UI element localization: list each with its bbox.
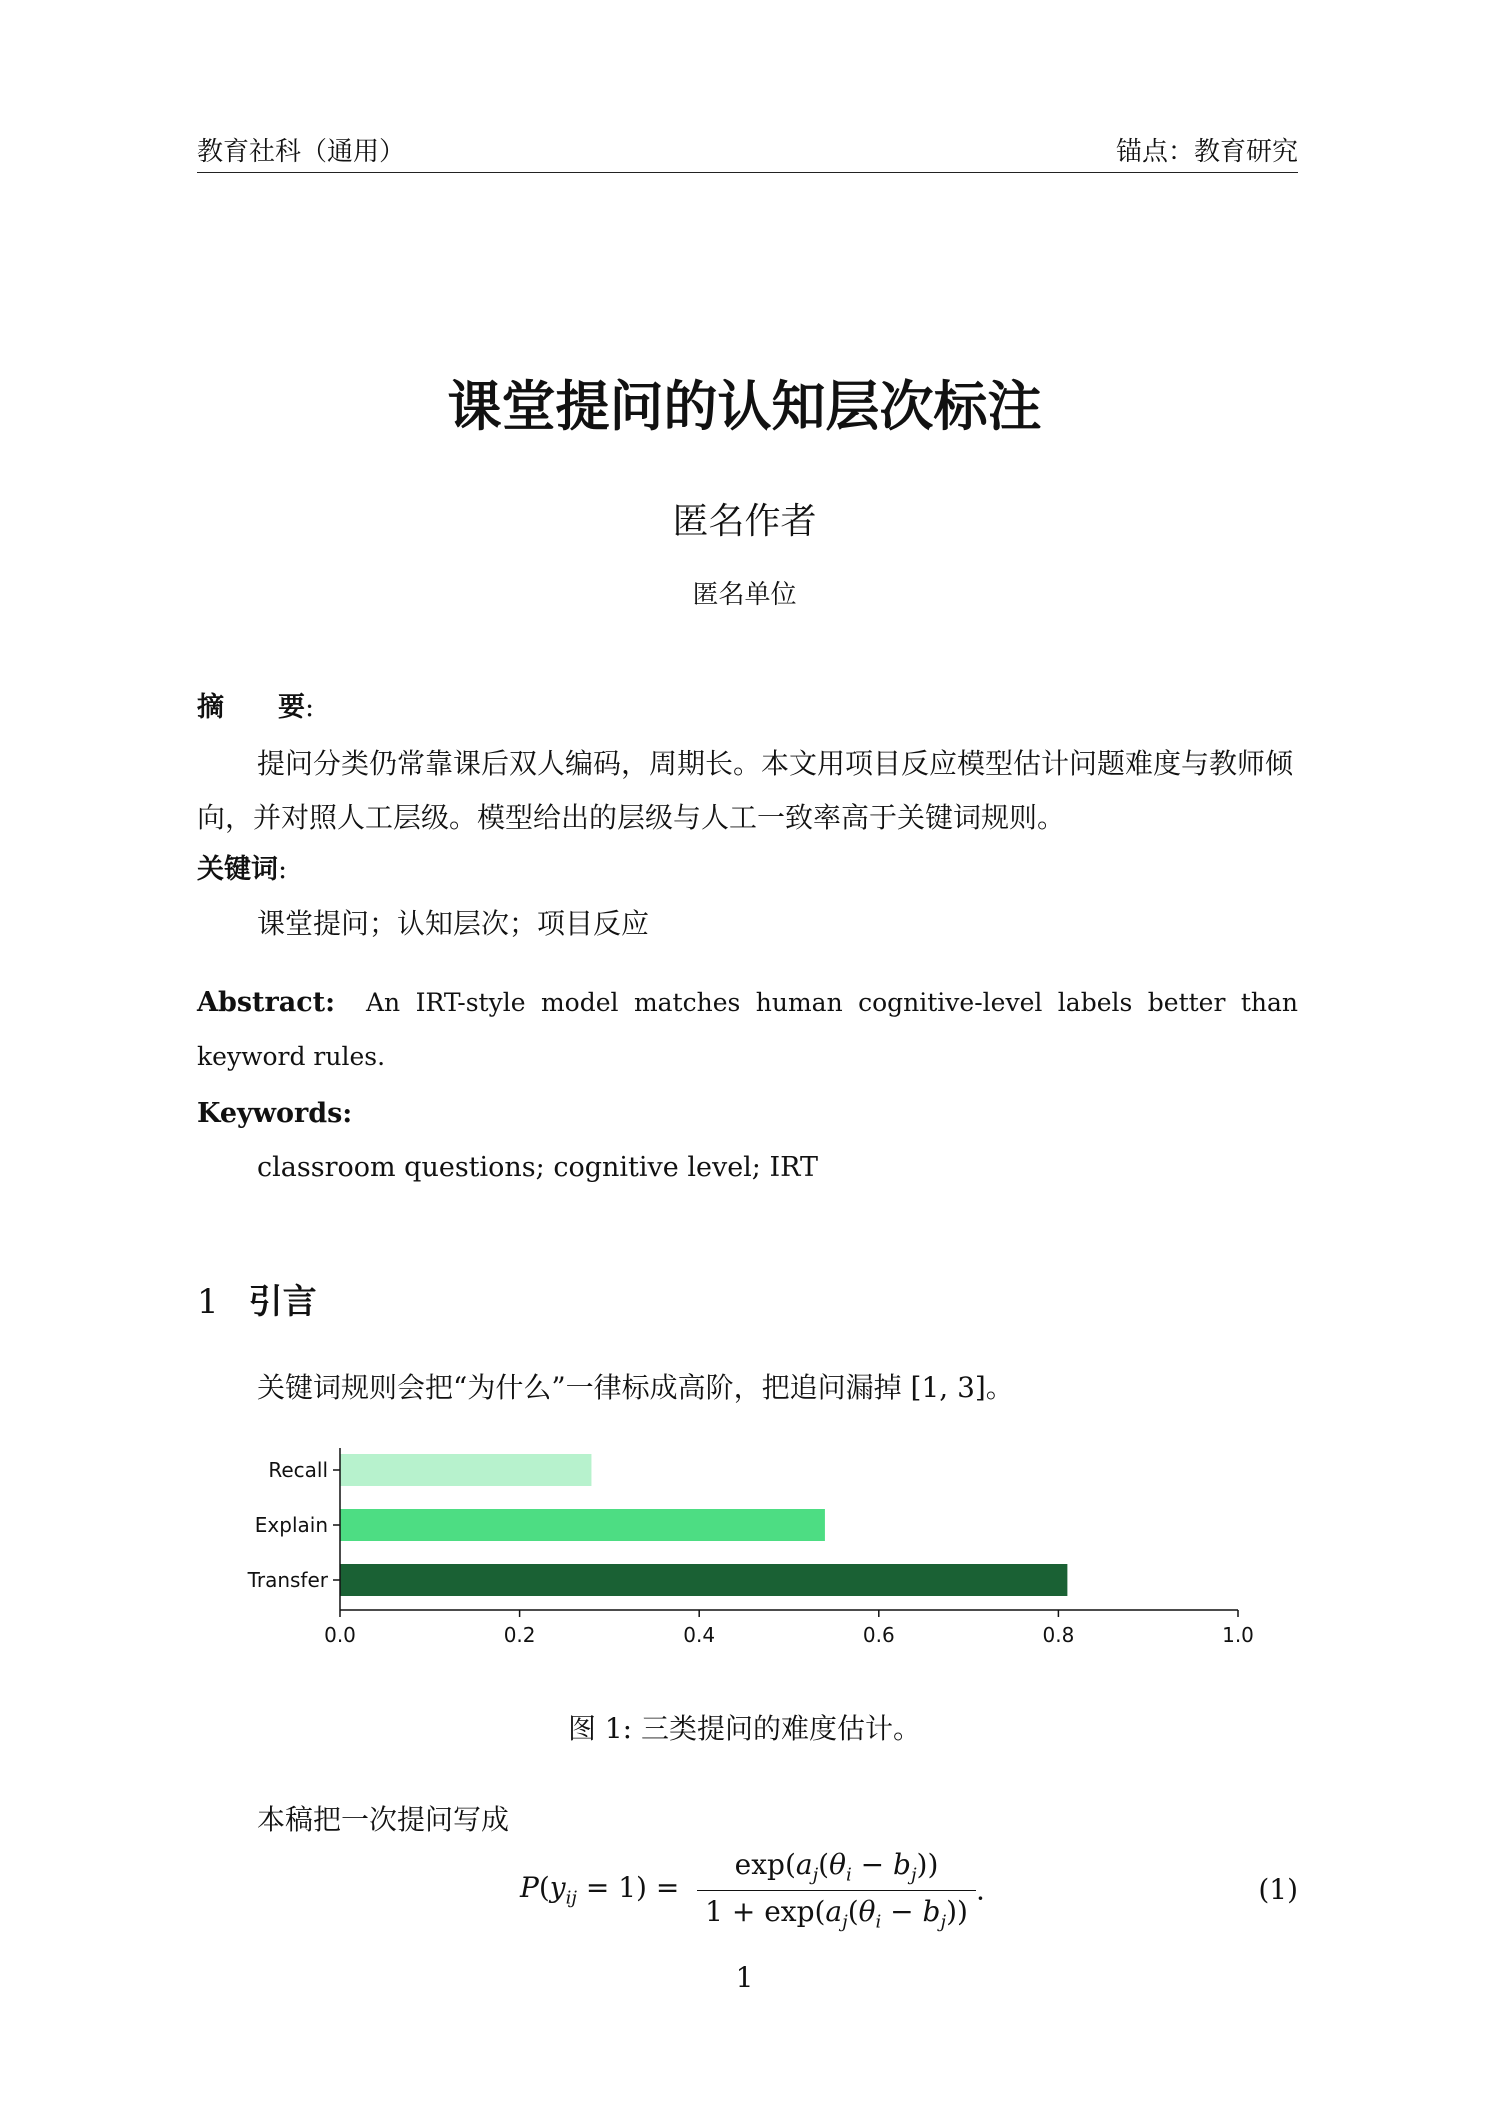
x-tick-label-1: 0.2: [503, 1623, 536, 1647]
paper-title: 课堂提问的认知层次标注: [447, 375, 1042, 438]
section-heading: [197, 1280, 317, 1324]
y-tick-label-recall: Recall: [268, 1458, 328, 1482]
equation: $P(y_{ij} = 1)$ = $\frac{\exp(a_j(\theta_i - b_j))}{1 + \exp(a_j(\theta_i - b_j))}$ .: [520, 1848, 985, 1933]
intro-paragraph: 关键词规则会把“为什么”一律标成高阶，把追问漏掉 [1, 3]。: [257, 1371, 1014, 1404]
equation-number: (1): [1258, 1873, 1298, 1906]
abstract-cn-colon: :: [305, 692, 315, 723]
x-tick-label-5: 1.0: [1222, 1623, 1254, 1647]
running-header-left: 教育社科（通用）: [197, 137, 406, 167]
y-tick-label-explain: Explain: [254, 1513, 328, 1537]
keywords-cn-text: 课堂提问；认知层次；项目反应: [257, 907, 650, 940]
figure-caption: 图 1: 三类提问的难度估计。: [567, 1712, 922, 1745]
y-tick-label-transfer: Transfer: [247, 1568, 328, 1592]
keywords-en-text: classroom questions; cognitive level; IRT: [257, 1152, 819, 1183]
abstract-cn-label: [197, 690, 314, 726]
difficulty-bar-chart: [230, 1440, 1270, 1670]
bar-explain: [340, 1509, 825, 1541]
x-tick-label-3: 0.6: [862, 1623, 895, 1647]
keywords-cn-label: [197, 852, 287, 888]
equation-fraction: $\frac{\exp(a_j(\theta_i - b_j))}{1 + \exp(a_j(\theta_i - b_j))}$: [697, 1848, 976, 1932]
keywords-cn-label-text: 关键词: [197, 854, 278, 885]
abstract-en-label: Abstract:: [197, 987, 336, 1018]
section-title: 引言: [248, 1282, 317, 1322]
abstract-en-text: An IRT-style model matches human cognitive-level labels better than keyword rules.: [197, 988, 1298, 1071]
page-number: 1: [735, 1961, 754, 1994]
abstract-en: [197, 976, 1298, 1084]
keywords-en-label: Keywords:: [197, 1098, 353, 1129]
affiliation: 匿名单位: [692, 580, 797, 610]
abstract-cn-text: 提问分类仍常靠课后双人编码，周期长。本文用项目反应模型估计问题难度与教师倾向，并对照人工层级。模型给出的层级与人工一致率高于关键词规则。: [197, 747, 1294, 834]
running-header-right: 锚点：教育研究: [1115, 137, 1298, 167]
equation-intro: 本稿把一次提问写成: [257, 1803, 510, 1836]
author: 匿名作者: [672, 501, 817, 542]
abstract-cn-label-text: 摘 要: [197, 692, 305, 723]
keywords-cn-colon: :: [278, 854, 288, 885]
x-tick-label-4: 0.8: [1042, 1623, 1075, 1647]
header-rule: [197, 172, 1298, 173]
bar-transfer: [340, 1564, 1067, 1596]
bar-recall: [340, 1454, 591, 1486]
section-number: 1: [197, 1282, 219, 1322]
x-tick-label-2: 0.4: [683, 1623, 716, 1647]
x-tick-label-0: 0.0: [324, 1623, 356, 1647]
